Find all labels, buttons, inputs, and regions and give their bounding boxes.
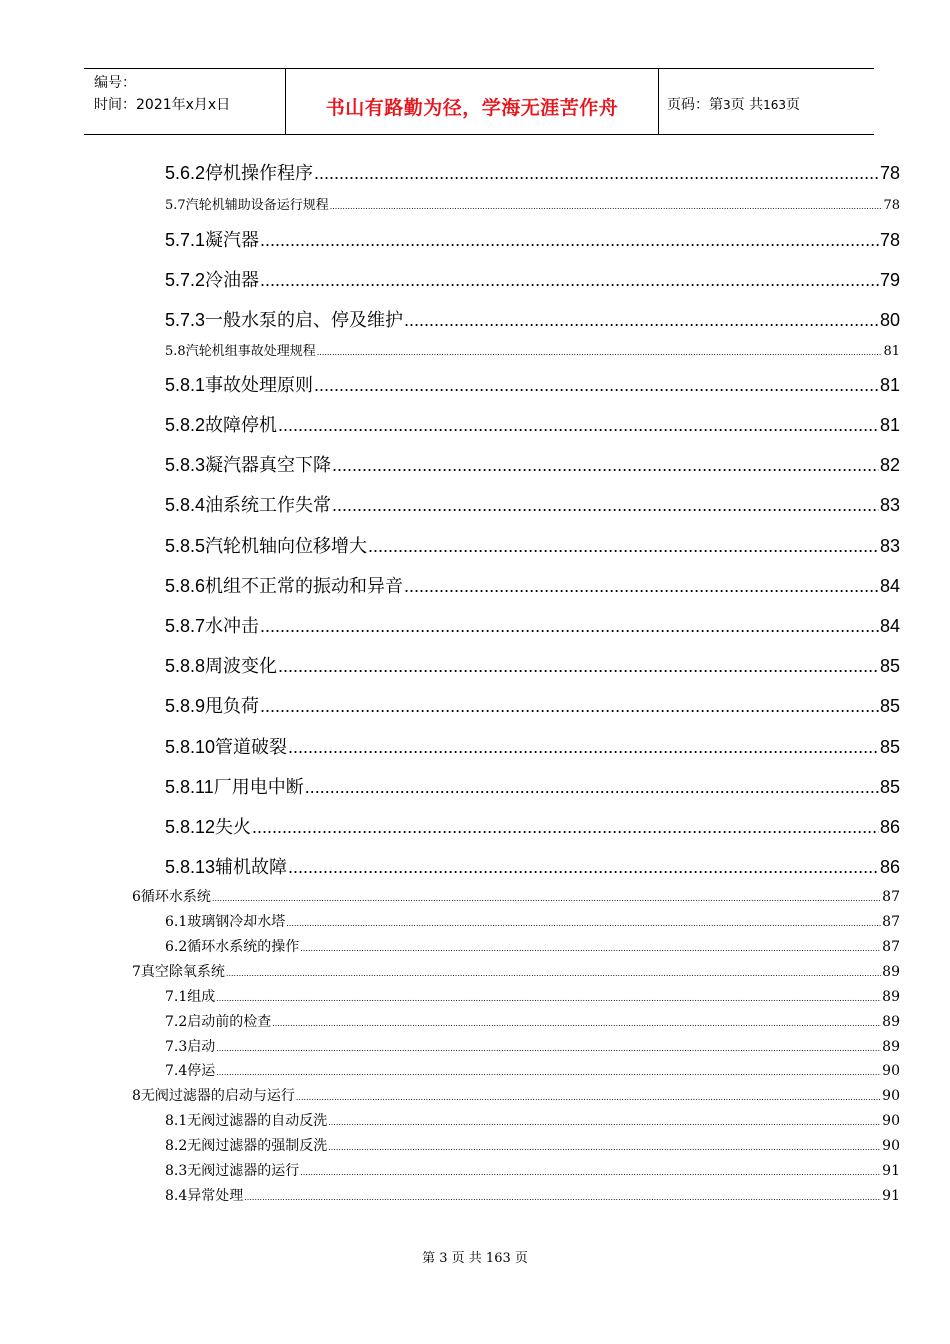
page-header — [84, 68, 874, 135]
toc-entry[interactable] — [165, 266, 900, 292]
toc-entry[interactable] — [165, 340, 900, 359]
toc-number: 5.8.13 — [165, 857, 216, 877]
toc-title: 真空除氧系统 — [140, 964, 225, 980]
toc-title: 无阀过滤器的强制反洗 — [187, 1138, 328, 1154]
toc-number: 7.2 — [165, 1014, 188, 1030]
page-prefix: 页码：第 — [667, 97, 723, 113]
toc-title: 辅机故障 — [215, 857, 288, 878]
toc-number: 5.8.5 — [165, 536, 206, 556]
toc-leader — [330, 202, 883, 211]
toc-title: 周波变化 — [205, 656, 278, 677]
toc-number: 5.8.8 — [165, 656, 206, 676]
toc-title: 甩负荷 — [205, 696, 260, 717]
toc-page: 89 — [882, 964, 900, 980]
toc-leader — [260, 616, 879, 637]
toc-page: 85 — [879, 696, 900, 716]
toc-page: 90 — [882, 1063, 900, 1079]
toc-entry[interactable] — [165, 532, 900, 558]
page-number: 3 — [723, 98, 731, 112]
toc-leader — [278, 415, 879, 436]
toc-title: 冷油器 — [205, 270, 260, 291]
toc-entry[interactable] — [165, 306, 900, 332]
number-label: 编号： — [94, 75, 136, 91]
toc-page: 83 — [879, 536, 900, 556]
page-total: 163 — [763, 98, 786, 112]
toc-entry[interactable] — [165, 226, 900, 252]
toc-page: 89 — [882, 989, 900, 1005]
toc-number: 7.1 — [165, 989, 188, 1005]
toc-number: 5.8.12 — [165, 817, 216, 837]
toc-page: 89 — [882, 1014, 900, 1030]
toc-number: 8.4 — [165, 1188, 188, 1204]
toc-page: 86 — [879, 817, 900, 837]
toc-leader — [226, 969, 881, 978]
toc-leader — [317, 348, 883, 357]
toc-title: 异常处理 — [187, 1188, 244, 1204]
toc-title: 玻璃钢冷却水塔 — [187, 914, 286, 930]
toc-title: 汽轮机辅助设备运行规程 — [185, 198, 329, 213]
toc-entry[interactable] — [165, 1135, 900, 1155]
toc-entry[interactable] — [165, 371, 900, 397]
toc-leader — [212, 894, 881, 903]
toc-page: 90 — [882, 1088, 900, 1104]
toc-page: 84 — [879, 576, 900, 596]
toc-number: 6 — [132, 889, 141, 905]
toc-leader — [305, 777, 879, 798]
toc-page: 86 — [879, 857, 900, 877]
toc-title: 组成 — [187, 989, 216, 1005]
toc-leader — [314, 375, 879, 396]
toc-title: 汽轮机轴向位移增大 — [205, 536, 368, 557]
toc-number: 5.8.6 — [165, 576, 206, 596]
toc-leader — [244, 1193, 881, 1202]
toc-title: 循环水系统的操作 — [187, 939, 300, 955]
toc-entry[interactable] — [165, 1110, 900, 1130]
toc-title: 汽轮机组事故处理规程 — [185, 344, 316, 359]
toc-number: 8.3 — [165, 1163, 188, 1179]
toc-leader — [252, 817, 879, 838]
toc-number: 5.7 — [165, 198, 186, 213]
toc-leader — [300, 1168, 881, 1177]
toc-entry[interactable] — [165, 813, 900, 839]
toc-title: 启动 — [187, 1039, 216, 1055]
toc-page: 87 — [882, 889, 900, 905]
toc-leader — [260, 230, 879, 251]
toc-page: 81 — [879, 375, 900, 395]
toc-entry[interactable] — [165, 1036, 900, 1056]
toc-leader — [278, 656, 879, 677]
toc-title: 油系统工作失常 — [205, 495, 332, 516]
toc-title: 故障停机 — [205, 415, 278, 436]
toc-title: 厂用电中断 — [213, 777, 304, 798]
toc-leader — [288, 857, 879, 878]
toc-title: 管道破裂 — [215, 737, 288, 758]
page-suffix: 页 — [786, 97, 800, 113]
toc-entry[interactable] — [165, 692, 900, 718]
toc-number: 7.3 — [165, 1039, 188, 1055]
toc-number: 6.1 — [165, 914, 188, 930]
toc-entry[interactable] — [165, 572, 900, 598]
toc-title: 停机操作程序 — [205, 163, 314, 184]
toc-number: 5.8.7 — [165, 616, 206, 636]
toc-page: 90 — [882, 1113, 900, 1129]
motto-text: 书山有路勤为径，学海无涯苦作舟 — [325, 97, 619, 119]
toc-leader — [368, 536, 879, 557]
toc-entry[interactable] — [165, 652, 900, 678]
toc-title: 停运 — [187, 1063, 216, 1079]
toc-page: 91 — [882, 1163, 900, 1179]
toc-entry[interactable] — [132, 1085, 900, 1105]
toc-leader — [272, 1019, 881, 1028]
toc-number: 6.2 — [165, 939, 188, 955]
toc-number: 5.8.11 — [165, 777, 214, 797]
toc-number: 5.6.2 — [165, 163, 206, 183]
toc-page: 89 — [882, 1039, 900, 1055]
toc-title: 凝汽器 — [205, 230, 260, 251]
toc-leader — [216, 1044, 881, 1053]
toc-entry[interactable] — [132, 886, 900, 906]
toc-title: 水冲击 — [205, 616, 260, 637]
page-footer: 第 3 页 共 163 页 — [422, 1251, 528, 1266]
toc-leader — [216, 994, 881, 1003]
toc-number: 5.8.9 — [165, 696, 206, 716]
toc-page: 85 — [879, 737, 900, 757]
toc-page: 91 — [882, 1188, 900, 1204]
toc-number: 7 — [132, 964, 141, 980]
toc-leader — [296, 1093, 881, 1102]
toc-title: 一般水泵的启、停及维护 — [205, 310, 404, 331]
toc-number: 5.8.2 — [165, 415, 206, 435]
date-label: 时间：2021年x月x日 — [94, 97, 231, 113]
toc-entry[interactable] — [165, 411, 900, 437]
toc-leader — [332, 495, 879, 516]
toc-number: 8 — [132, 1088, 141, 1104]
toc-title: 无阀过滤器的运行 — [187, 1163, 300, 1179]
toc-title: 凝汽器真空下降 — [205, 455, 332, 476]
toc-number: 5.7.2 — [165, 270, 206, 290]
toc-leader — [328, 1118, 881, 1127]
toc-page: 78 — [883, 198, 900, 213]
header-left-cell — [84, 69, 285, 134]
toc-entry[interactable] — [165, 612, 900, 638]
toc-page: 79 — [879, 270, 900, 290]
toc-title: 失火 — [215, 817, 252, 838]
toc-page: 85 — [879, 656, 900, 676]
toc-leader — [260, 270, 879, 291]
toc-entry[interactable] — [165, 451, 900, 477]
toc-entry[interactable] — [165, 986, 900, 1006]
toc-number: 7.4 — [165, 1063, 188, 1079]
toc-leader — [314, 163, 879, 184]
toc-entry[interactable] — [165, 1185, 900, 1205]
toc-number: 5.7.3 — [165, 310, 206, 330]
toc-leader — [260, 696, 879, 717]
toc-leader — [332, 455, 879, 476]
toc-page: 78 — [879, 230, 900, 250]
toc-entry[interactable] — [132, 961, 900, 981]
toc-page: 82 — [879, 455, 900, 475]
toc-leader — [216, 1068, 881, 1077]
page-mid: 页 共 — [730, 97, 764, 113]
toc-entry[interactable] — [165, 733, 900, 759]
toc-number: 8.1 — [165, 1113, 188, 1129]
toc-number: 5.8.4 — [165, 495, 206, 515]
toc-page: 87 — [882, 939, 900, 955]
toc-title: 启动前的检查 — [187, 1014, 272, 1030]
toc-page: 81 — [879, 415, 900, 435]
toc-leader — [288, 737, 879, 758]
toc-leader — [300, 944, 881, 953]
toc-entry[interactable] — [165, 1060, 900, 1080]
toc-page: 84 — [879, 616, 900, 636]
toc-entry[interactable] — [165, 194, 900, 213]
header-motto-cell — [285, 69, 659, 134]
toc-page: 90 — [882, 1138, 900, 1154]
toc-entry[interactable] — [165, 936, 900, 956]
toc-page: 87 — [882, 914, 900, 930]
toc-page: 81 — [883, 344, 900, 359]
toc-number: 8.2 — [165, 1138, 188, 1154]
header-page-cell — [659, 69, 874, 134]
toc-entry[interactable] — [165, 853, 900, 879]
toc-title: 循环水系统 — [140, 889, 211, 905]
toc-entry[interactable] — [165, 773, 900, 799]
toc-entry[interactable] — [165, 1160, 900, 1180]
toc-number: 5.7.1 — [165, 230, 206, 250]
toc-number: 5.8.3 — [165, 455, 206, 475]
toc-page: 85 — [879, 777, 900, 797]
toc-title: 事故处理原则 — [205, 375, 314, 396]
toc-leader — [328, 1143, 881, 1152]
toc-number: 5.8 — [165, 344, 186, 359]
toc-leader — [286, 919, 881, 928]
toc-title: 无阀过滤器的自动反洗 — [187, 1113, 328, 1129]
toc-leader — [404, 576, 879, 597]
toc-number: 5.8.10 — [165, 737, 216, 757]
toc-page: 83 — [879, 495, 900, 515]
toc-page: 80 — [879, 310, 900, 330]
toc-number: 5.8.1 — [165, 375, 206, 395]
toc-leader — [404, 310, 879, 331]
toc-title: 机组不正常的振动和异音 — [205, 576, 404, 597]
toc-entry[interactable] — [165, 159, 900, 185]
toc-entry[interactable] — [165, 911, 900, 931]
toc-title: 无阀过滤器的启动与运行 — [140, 1088, 295, 1104]
toc-entry[interactable] — [165, 491, 900, 517]
toc-entry[interactable] — [165, 1011, 900, 1031]
toc-page: 78 — [879, 163, 900, 183]
